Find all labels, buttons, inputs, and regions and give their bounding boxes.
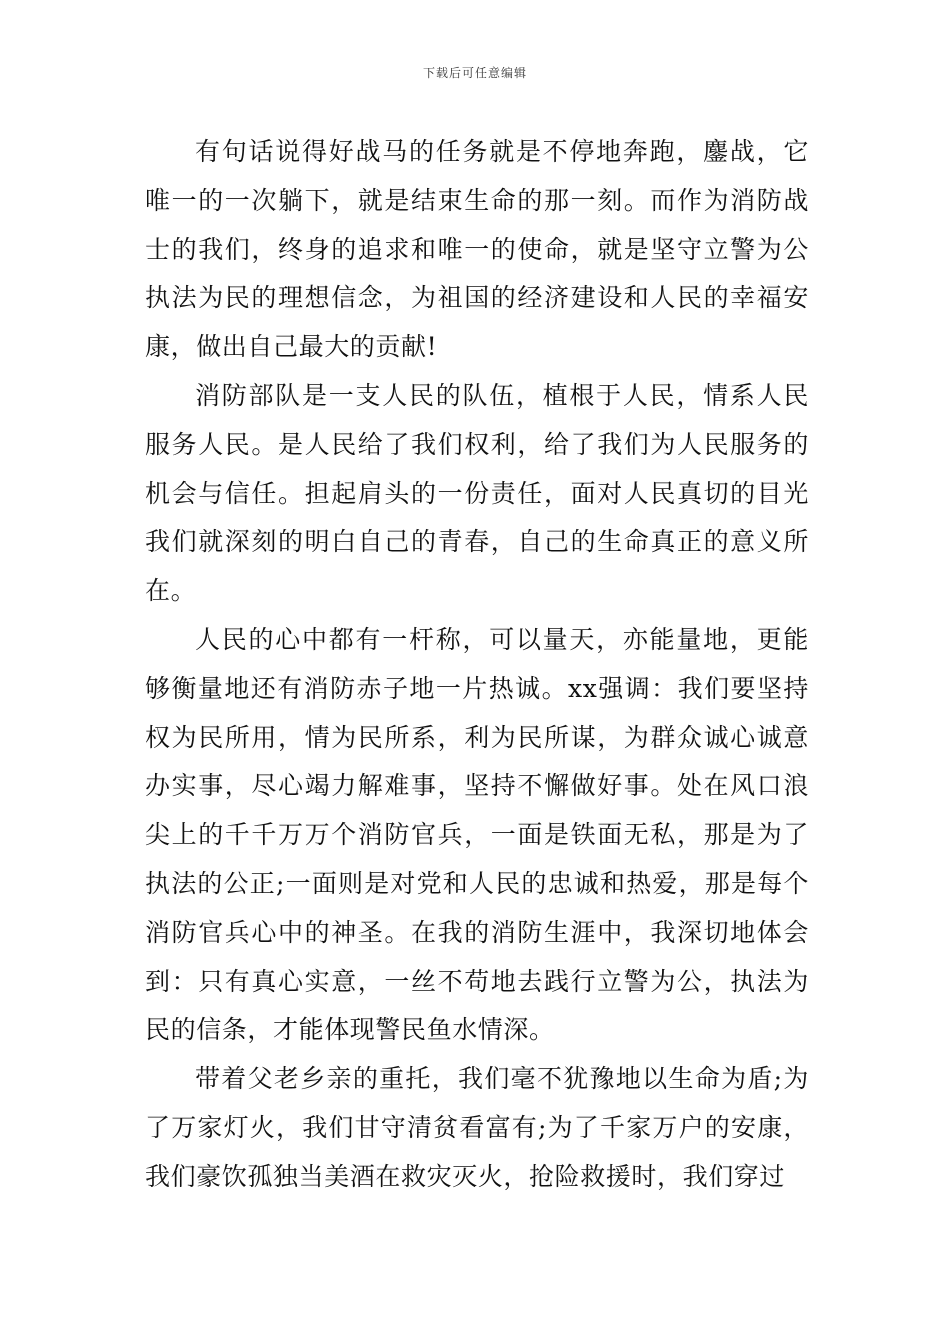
paragraph-4: 带着父老乡亲的重托，我们毫不犹豫地以生命为盾;为了万家灯火，我们甘守清贫看富有;为了千家万户的安康，我们豪饮孤独当美酒在救灾灭火，抢险救援时，我们穿过 xyxy=(145,1064,809,1191)
header-note: 下载后可任意编辑 xyxy=(422,66,527,80)
document-body xyxy=(145,128,809,1202)
paragraph-1: 有句话说得好战马的任务就是不停地奔跑，鏖战，它唯一的一次躺下，就是结束生命的那一刻。而作为消防战士的我们，终身的追求和唯一的使命，就是坚守立警为公执法为民的理想信念，为祖国的经济建设和人民的幸福安康，做出自己最大的贡献! xyxy=(145,137,809,362)
paragraph-2: 消防部队是一支人民的队伍，植根于人民，情系人民服务人民。是人民给了我们权利，给了我们为人民服务的机会与信任。担起肩头的一份责任，面对人民真切的目光我们就深刻的明白自己的青春，自己的生命真正的意义所在。 xyxy=(145,380,809,606)
paragraph-3: 人民的心中都有一杆称，可以量天，亦能量地，更能够衡量地还有消防赤子地一片热诚。xx强调：我们要坚持权为民所用，情为民所系，利为民所谋，为群众诚心诚意办实事，尽心竭力解难事，坚持不懈做好事。处在风口浪尖上的千千万万个消防官兵，一面是铁面无私，那是为了执法的公正;一面则是对党和人民的忠诚和热爱，那是每个消防官兵心中的神圣。在我的消防生涯中，我深切地体会到：只有真心实意，一丝不苟地去践行立警为公，执法为民的信条，才能体现警民鱼水情深。 xyxy=(145,624,809,1045)
